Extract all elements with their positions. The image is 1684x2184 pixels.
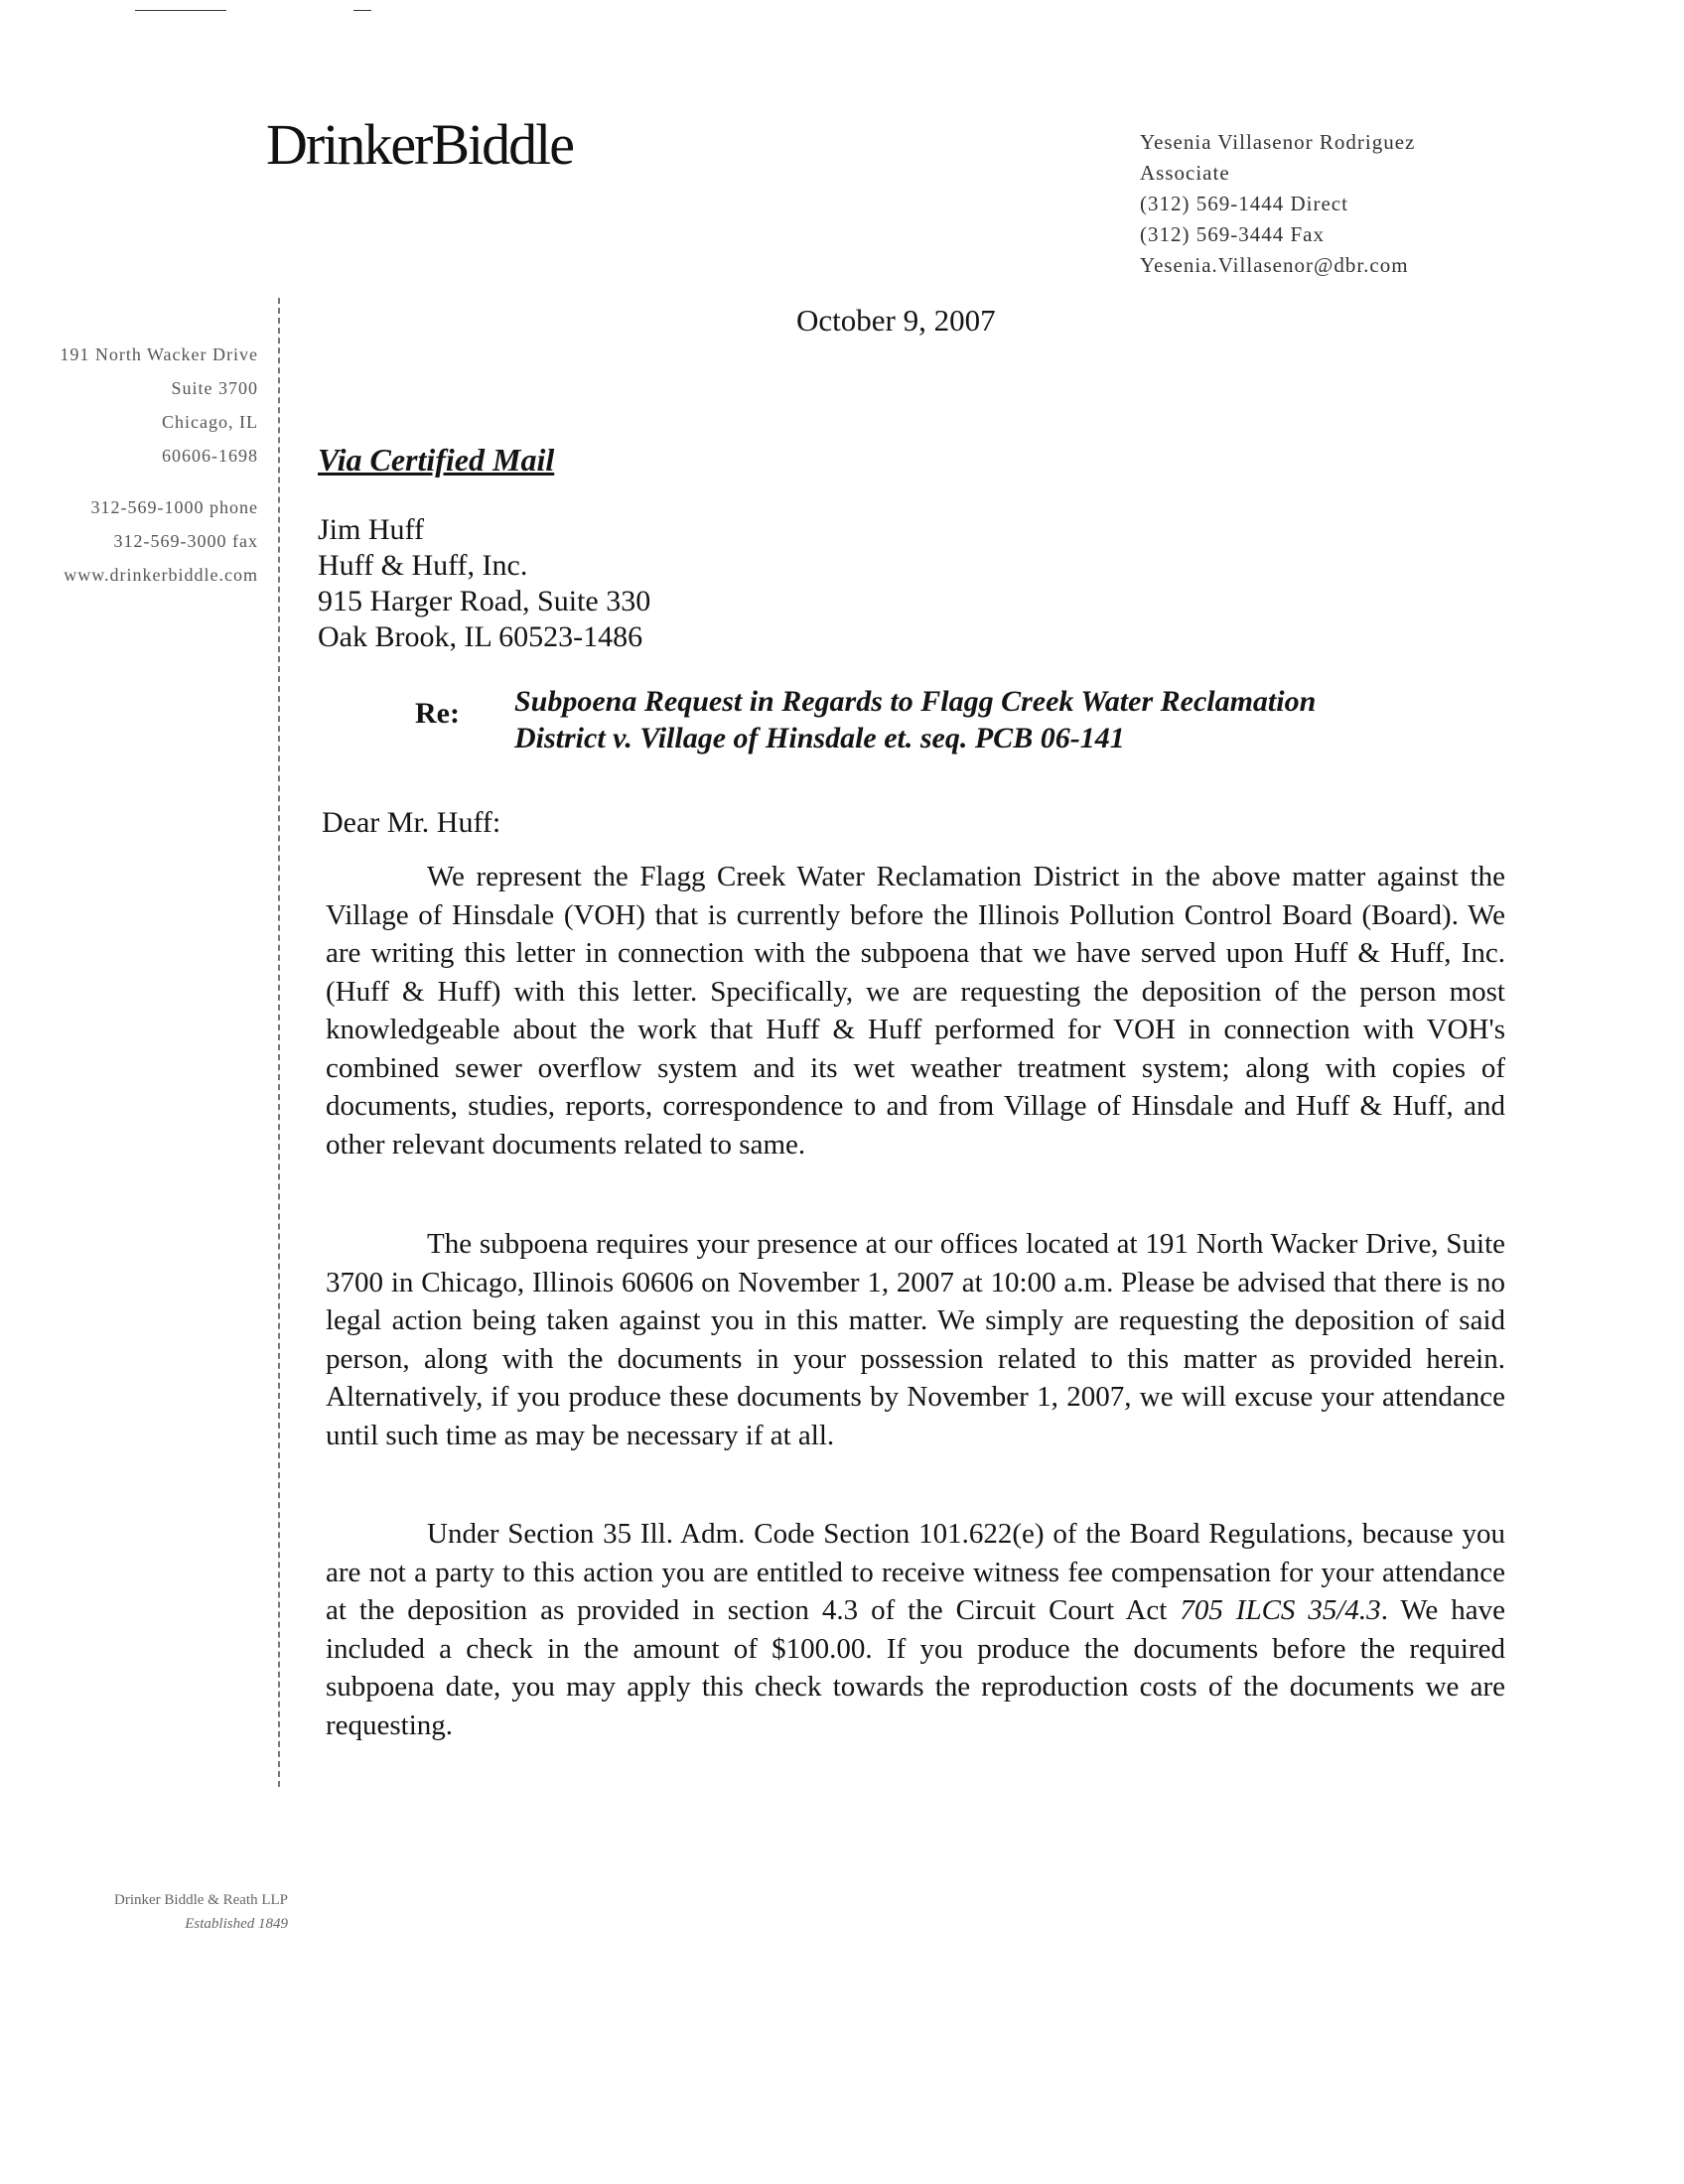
sender-fax: (312) 569-3444 Fax (1140, 222, 1325, 246)
re-label: Re: (415, 697, 460, 730)
scan-mark (135, 10, 226, 11)
sender-direct: (312) 569-1444 Direct (1140, 192, 1348, 215)
salutation: Dear Mr. Huff: (322, 806, 501, 839)
recipient-company: Huff & Huff, Inc. (318, 549, 528, 582)
paragraph-1-text: We represent the Flagg Creek Water Reclamation District in the above matter against the Village of Hinsdale (VOH) that is currently before the Illinois Pollution Control Board (Board). We are writing this letter in connection with the subpoena that we have served upon Huff & Huff, Inc. (Huff & Huff) with this letter. Specifically, we are requesting the deposition of the person most knowledgeable about the work that Huff & Huff performed for VOH in connection with VOH's combined sewer overflow system and its wet weather treatment system; along with copies of documents, studies, reports, correspondence to and from Village of Hinsdale and Huff & Huff, and other relevant documents related to same. (326, 861, 1505, 1160)
office-address-sidebar (30, 338, 258, 592)
recipient-street: 915 Harger Road, Suite 330 (318, 585, 651, 617)
statute-citation: 705 ILCS 35/4.3 (1180, 1594, 1381, 1626)
re-subject (514, 683, 1458, 756)
re-line-2: District v. Village of Hinsdale et. seq. PCB 06-141 (514, 722, 1125, 754)
scan-mark (353, 10, 371, 11)
office-phone: 312-569-1000 phone (90, 497, 258, 517)
footer-established: Established 1849 (185, 1916, 288, 1932)
office-suite: Suite 3700 (171, 378, 258, 398)
paragraph-3-text-a: Under Section 35 Ill. Adm. Code Section 101.622(e) of the Board Regulations, because you are not a party to this action you are entitled to receive witness fee compensation for your attendance at the deposition as provided in section 4.3 of the Circuit Court Act (326, 1518, 1505, 1626)
recipient-city: Oak Brook, IL 60523-1486 (318, 620, 643, 653)
body-paragraph-2 (326, 1225, 1505, 1454)
recipient-address (318, 512, 650, 655)
sender-title: Associate (1140, 161, 1230, 185)
office-web: www.drinkerbiddle.com (64, 565, 258, 585)
footer-firm (60, 1888, 288, 1936)
delivery-method: Via Certified Mail (318, 442, 555, 478)
firm-logo: DrinkerBiddle (266, 112, 574, 177)
re-line-1: Subpoena Request in Regards to Flagg Creek Water Reclamation (514, 685, 1317, 718)
letter-date: October 9, 2007 (796, 303, 996, 338)
recipient-name: Jim Huff (318, 513, 424, 546)
sender-name: Yesenia Villasenor Rodriguez (1140, 130, 1416, 154)
paragraph-2-text: The subpoena requires your presence at our offices located at 191 North Wacker Drive, Suite 3700 in Chicago, Illinois 60606 on November 1, 2007 at 10:00 a.m. Please be advised that there is no legal action being taken against you in this matter. We simply are requesting the deposition of said person, along with the documents in your possession related to this matter as provided herein. Alternatively, if you produce these documents by November 1, 2007, we will excuse your attendance until such time as may be necessary if at all. (326, 1228, 1505, 1451)
paragraph-3-text-b: . We have included a check in the amount of $100.00. If you produce the documents before the required subpoena date, you may apply this check towards the reproduction costs of the documents we are requesting. (326, 1594, 1505, 1741)
office-fax: 312-569-3000 fax (113, 531, 258, 551)
sender-block (1140, 127, 1415, 281)
body-paragraph-1 (326, 858, 1505, 1163)
office-zip: 60606-1698 (162, 446, 258, 466)
office-street: 191 North Wacker Drive (60, 344, 258, 364)
sender-email: Yesenia.Villasenor@dbr.com (1140, 253, 1409, 277)
footer-firm-name: Drinker Biddle & Reath LLP (114, 1892, 288, 1908)
office-city: Chicago, IL (162, 412, 258, 432)
sidebar-rule (278, 298, 280, 1787)
body-paragraph-3 (326, 1515, 1505, 1744)
